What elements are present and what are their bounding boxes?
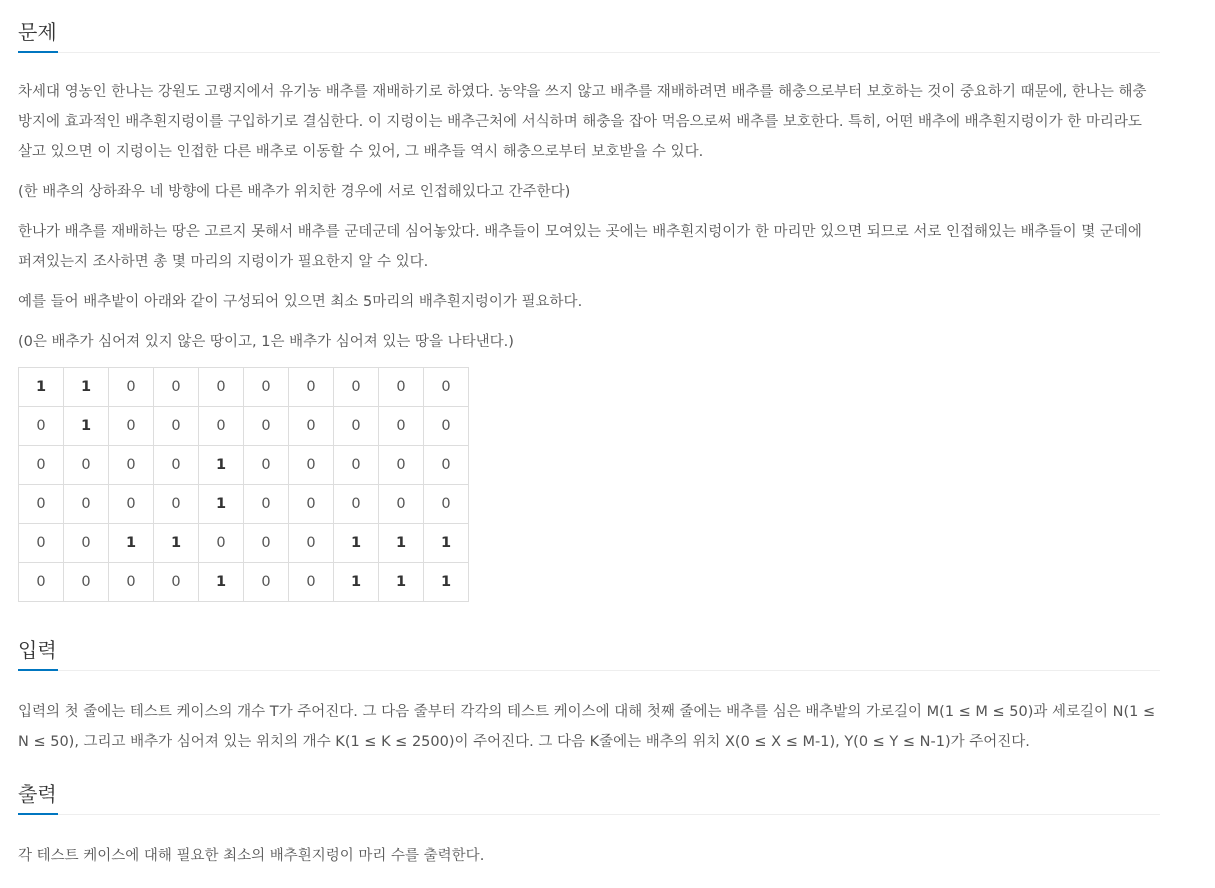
title-underline	[18, 51, 58, 53]
grid-cell: 0	[424, 446, 469, 485]
input-paragraph: 입력의 첫 줄에는 테스트 케이스의 개수 T가 주어진다. 그 다음 줄부터 각각의 테스트 케이스에 대해 첫째 줄에는 배추를 심은 배추밭의 가로길이 M(1 ≤ M ≤ 50)과 세로길이 N(1 ≤ N ≤ 50), 그리고 배추가 심어져 있는 위치의 개수 K(1 ≤ K ≤ 2500)이 주어진다. 그 다음 K줄에는 배추의 위치 X(0 ≤ X ≤ M-1), Y(0 ≤ Y ≤ N-1)가 주어진다.	[18, 704, 1156, 750]
grid-cell: 1	[424, 524, 469, 563]
problem-paragraph: (0은 배추가 심어져 있지 않은 땅이고, 1은 배추가 심어져 있는 땅을 나타낸다.)	[18, 334, 514, 350]
grid-cell: 1	[334, 524, 379, 563]
grid-cell: 0	[64, 563, 109, 602]
grid-cell: 0	[289, 524, 334, 563]
grid-cell: 0	[289, 368, 334, 407]
grid-row	[19, 563, 469, 602]
grid-cell: 0	[289, 485, 334, 524]
grid-cell: 0	[379, 485, 424, 524]
problem-section	[18, 0, 1160, 602]
grid-cell: 0	[109, 563, 154, 602]
grid-cell: 1	[379, 524, 424, 563]
grid-cell: 0	[109, 407, 154, 446]
grid-cell: 0	[379, 446, 424, 485]
problem-title: 문제	[18, 20, 57, 44]
grid-cell: 0	[154, 407, 199, 446]
grid-cell: 0	[379, 368, 424, 407]
grid-cell: 0	[334, 446, 379, 485]
problem-paragraph: (한 배추의 상하좌우 네 방향에 다른 배추가 위치한 경우에 서로 인접해있다고 간주한다)	[18, 184, 571, 200]
grid-cell: 0	[19, 407, 64, 446]
grid-cell: 1	[379, 563, 424, 602]
grid-cell: 1	[199, 446, 244, 485]
grid-cell: 0	[154, 446, 199, 485]
input-description	[18, 697, 1160, 757]
grid-cell: 0	[244, 446, 289, 485]
grid-cell: 1	[64, 368, 109, 407]
grid-cell: 1	[154, 524, 199, 563]
grid-cell: 0	[64, 524, 109, 563]
problem-paragraph: 한나가 배추를 재배하는 땅은 고르지 못해서 배추를 군데군데 심어놓았다. 배추들이 모여있는 곳에는 배추흰지렁이가 한 마리만 있으면 되므로 서로 인접해있는 배추들이 몇 군데에 퍼져있는지 조사하면 총 몇 마리의 지렁이가 필요한지 알 수 있다.	[18, 224, 1142, 270]
problem-header	[18, 0, 1160, 53]
grid-cell: 0	[199, 524, 244, 563]
grid-cell: 1	[64, 407, 109, 446]
grid-row	[19, 407, 469, 446]
grid-cell: 0	[289, 446, 334, 485]
input-title: 입력	[18, 638, 57, 662]
grid-cell: 0	[379, 407, 424, 446]
grid-cell: 0	[64, 485, 109, 524]
title-underline	[18, 813, 58, 815]
grid-cell: 0	[199, 407, 244, 446]
grid-cell: 0	[424, 485, 469, 524]
problem-description	[18, 77, 1160, 357]
grid-cell: 0	[154, 368, 199, 407]
title-underline	[18, 669, 58, 671]
grid-cell: 1	[199, 485, 244, 524]
problem-paragraph: 예를 들어 배추밭이 아래와 같이 구성되어 있으면 최소 5마리의 배추흰지렁이가 필요하다.	[18, 294, 583, 310]
grid-cell: 0	[154, 563, 199, 602]
grid-cell: 0	[424, 368, 469, 407]
grid-cell: 0	[289, 407, 334, 446]
output-description	[18, 841, 1160, 871]
grid-cell: 0	[334, 485, 379, 524]
grid-cell: 0	[19, 485, 64, 524]
grid-cell: 0	[244, 524, 289, 563]
grid-cell: 0	[244, 563, 289, 602]
grid-cell: 0	[334, 407, 379, 446]
grid-cell: 0	[64, 446, 109, 485]
grid-cell: 0	[109, 368, 154, 407]
cabbage-field-table	[18, 367, 469, 602]
output-title: 출력	[18, 782, 57, 806]
grid-cell: 1	[334, 563, 379, 602]
input-section	[18, 618, 1160, 757]
grid-cell: 0	[109, 446, 154, 485]
grid-cell: 1	[199, 563, 244, 602]
grid-cell: 0	[19, 446, 64, 485]
grid-cell: 1	[109, 524, 154, 563]
grid-row	[19, 524, 469, 563]
grid-cell: 0	[154, 485, 199, 524]
grid-cell: 0	[19, 563, 64, 602]
grid-cell: 0	[109, 485, 154, 524]
input-header	[18, 618, 1160, 671]
grid-cell: 0	[424, 407, 469, 446]
grid-row	[19, 485, 469, 524]
output-section	[18, 762, 1160, 871]
problem-paragraph: 차세대 영농인 한나는 강원도 고랭지에서 유기농 배추를 재배하기로 하였다. 농약을 쓰지 않고 배추를 재배하려면 배추를 해충으로부터 보호하는 것이 중요하기 때문에, 한나는 해충 방지에 효과적인 배추흰지렁이를 구입하기로 결심한다. 이 지렁이는 배추근처에 서식하며 해충을 잡아 먹음으로써 배추를 보호한다. 특히, 어떤 배추에 배추흰지렁이가 한 마리라도 살고 있으면 이 지렁이는 인접한 다른 배추로 이동할 수 있어, 그 배추들 역시 해충으로부터 보호받을 수 있다.	[18, 84, 1147, 160]
grid-cell: 0	[19, 524, 64, 563]
grid-cell: 0	[289, 563, 334, 602]
grid-cell: 1	[19, 368, 64, 407]
output-paragraph: 각 테스트 케이스에 대해 필요한 최소의 배추흰지렁이 마리 수를 출력한다.	[18, 848, 485, 864]
grid-cell: 0	[199, 368, 244, 407]
grid-cell: 0	[244, 407, 289, 446]
grid-row	[19, 446, 469, 485]
output-header	[18, 762, 1160, 815]
grid-cell: 0	[244, 368, 289, 407]
grid-row	[19, 368, 469, 407]
grid-cell: 0	[334, 368, 379, 407]
grid-cell: 0	[244, 485, 289, 524]
grid-cell: 1	[424, 563, 469, 602]
